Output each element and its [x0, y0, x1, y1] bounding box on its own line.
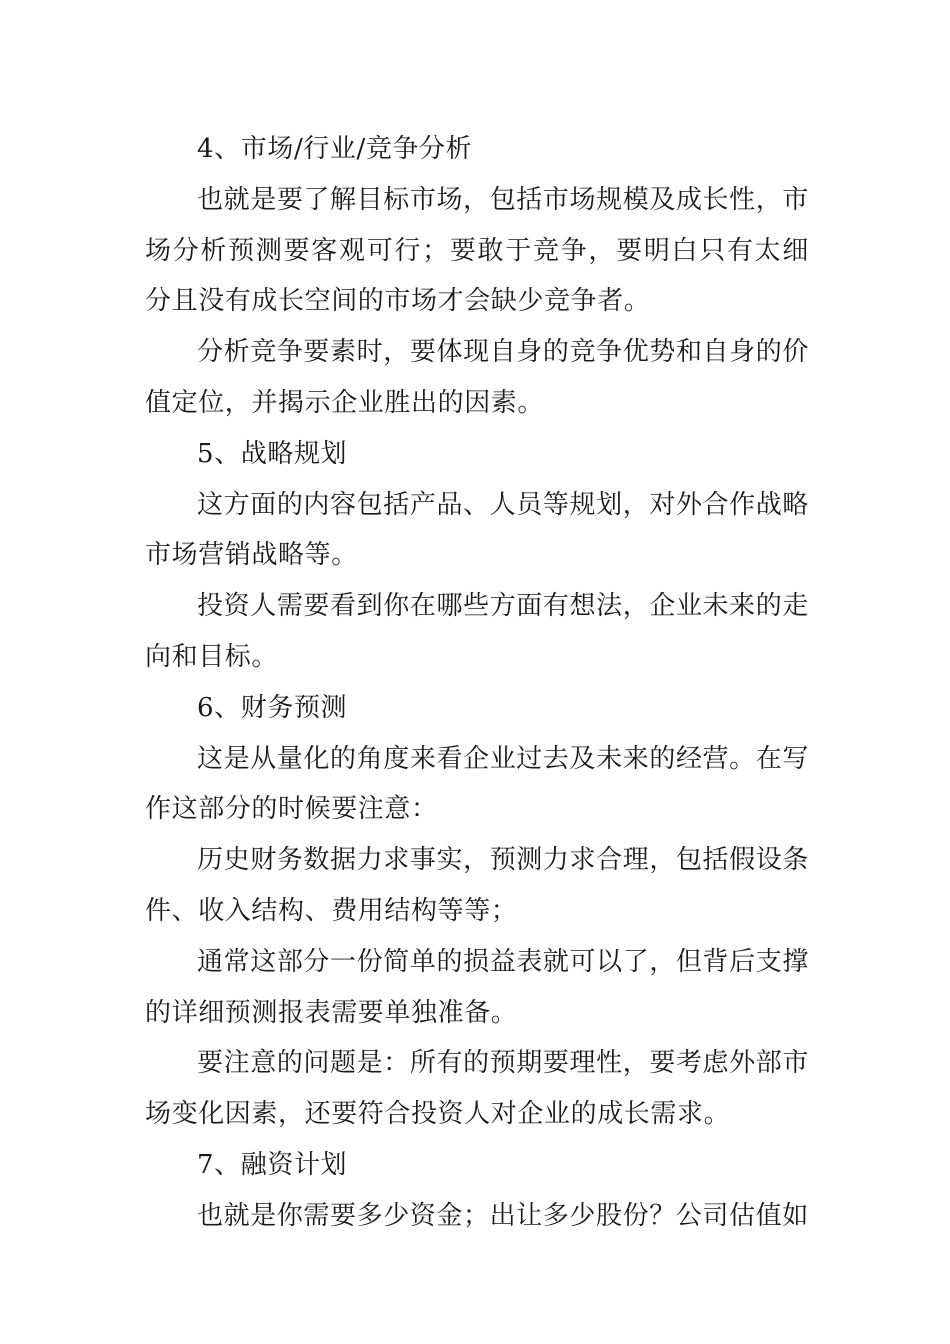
paragraph-income-statement: 通常这部分一份简单的损益表就可以了，但背后支撑的详细预测报表需要单独准备。: [145, 946, 809, 1028]
section-heading-financing-plan: 7、融资计划: [197, 1149, 348, 1180]
paragraph-funding-needs: 也就是你需要多少资金；出让多少股份？公司估值如: [197, 1200, 809, 1231]
paragraph-competition-factors: 分析竞争要素时，要体现自身的竞争优势和自身的价值定位，并揭示企业胜出的因素。: [145, 337, 809, 418]
section-heading-strategy-planning: 5、战略规划: [197, 438, 348, 469]
paragraph-planning-content: 这方面的内容包括产品、人员等规划，对外合作战略市场营销战略等。: [145, 489, 809, 571]
paragraph-target-market: 也就是要了解目标市场，包括市场规模及成长性，市场分析预测要客观可行；要敢于竞争，要明白只有太细分且没有成长空间的市场才会缺少竞争者。: [145, 184, 809, 317]
section-heading-market-analysis: 4、市场/行业/竞争分析: [197, 134, 473, 164]
paragraph-rational-expectations: 要注意的问题是：所有的预期要理性，要考虑外部市场变化因素，还要符合投资人对企业的成长需求。: [145, 1048, 809, 1130]
section-heading-financial-forecast: 6、财务预测: [197, 692, 348, 723]
paragraph-investor-expectations: 投资人需要看到你在哪些方面有想法，企业未来的走向和目标。: [145, 591, 809, 672]
document-body: [145, 124, 809, 1242]
paragraph-quantified-view: 这是从量化的角度来看企业过去及未来的经营。在写作这部分的时候要注意：: [145, 743, 809, 825]
paragraph-historical-data: 历史财务数据力求事实，预测力求合理，包括假设条件、收入结构、费用结构等等；: [145, 845, 809, 926]
